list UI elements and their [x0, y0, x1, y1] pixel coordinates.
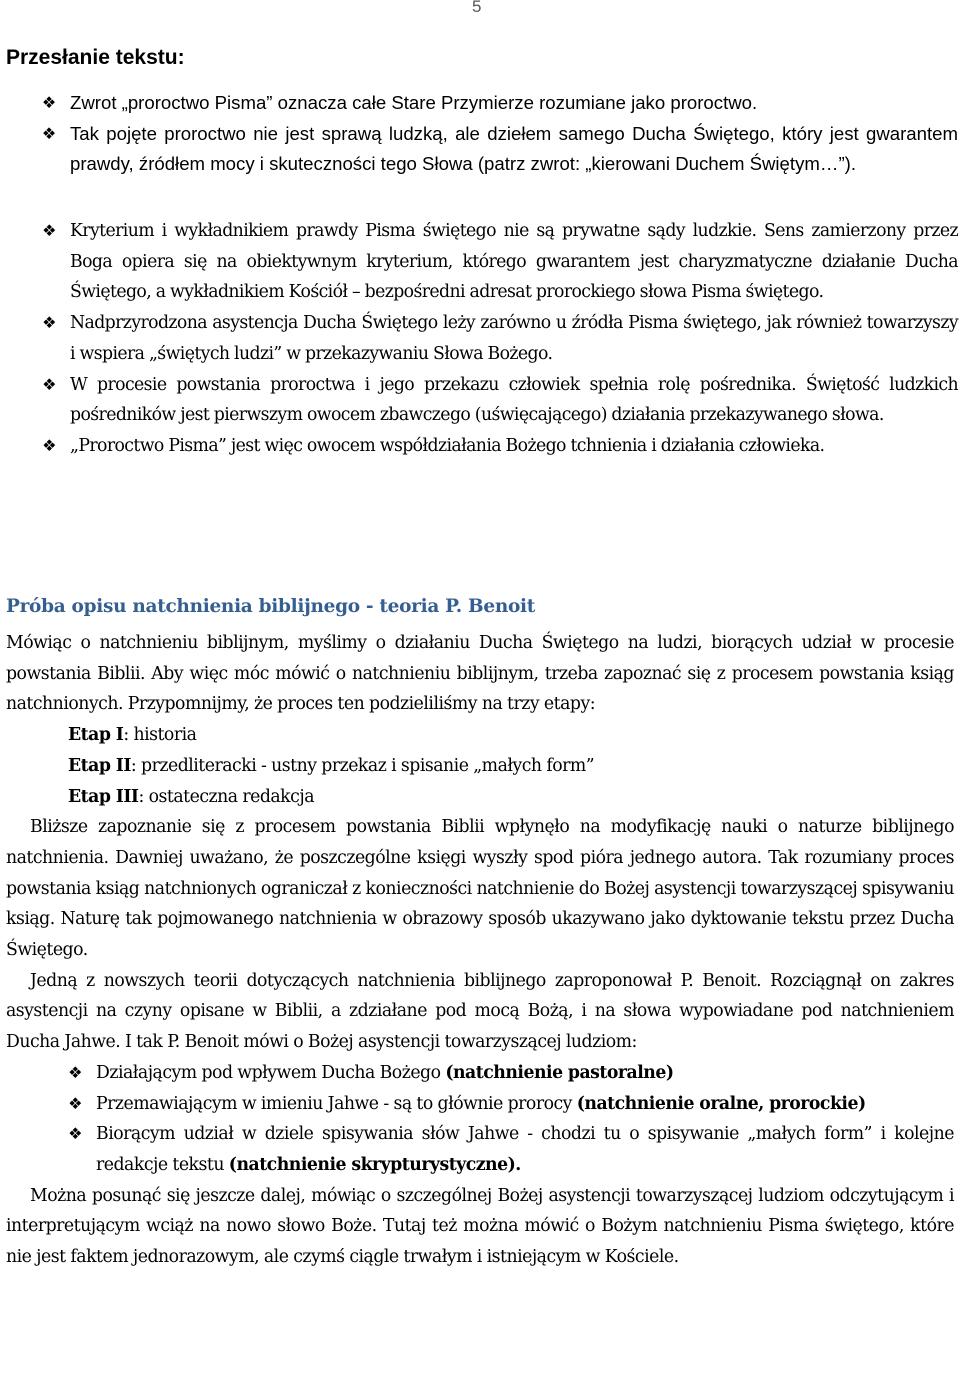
paragraph-intro: Mówiąc o natchnieniu biblijnym, myślimy o działaniu Ducha Świętego na ludzi, biorących udział w procesie powstania Biblii. Aby więc móc mówić o natchnieniu biblijnym, trzeba zapoznać się z procesem powstania ksiąg natchnionych. Przypomnijmy, że proces ten podzieliliśmy na trzy etapy: — [6, 633, 954, 715]
list-item — [38, 308, 958, 369]
etap-text: : ostateczna redakcja — [138, 786, 314, 807]
section-title-przeslanie: Przesłanie tekstu: — [6, 46, 185, 69]
diamond-bullet-icon: ❖ — [42, 374, 56, 394]
section-title-benoit: Próba opisu natchnienia biblijnego - teoria P. Benoit — [6, 596, 535, 617]
list-item-text: Przemawiającym w imieniu Jahwe - są to głównie prorocy — [96, 1093, 577, 1114]
paragraph: Można posunąć się jeszcze dalej, mówiąc o szczególnej Bożej asystencji towarzyszącej ludziom odczytującym i interpretującym wciąż na nowo słowo Boże. Tutaj też można mówić o Bożym natchnieniu Pisma świętego, które nie jest faktem jednorazowym, ale czymś ciągle trwałym i istniejącym w Kościele. — [6, 1185, 954, 1268]
diamond-bullet-icon: ❖ — [42, 435, 56, 455]
list-item-text: W procesie powstania proroctwa i jego przekazu człowiek spełnia rolę pośrednika. Świętość ludzkich pośredników jest pierwszym owocem zbawczego (uświęcającego) działania przekazywanego słowa. — [70, 374, 958, 426]
list-item-text: Nadprzyrodzona asystencja Ducha Świętego leży zarówno u źródła Pisma świętego, jak również towarzyszy i wspiera „świętych ludzi” w przekazywaniu Słowa Bożego. — [70, 313, 958, 364]
diamond-bullet-icon: ❖ — [68, 1093, 82, 1113]
diamond-bullet-icon: ❖ — [42, 221, 56, 240]
etap-text: : historia — [123, 725, 197, 746]
list-item — [38, 216, 958, 308]
paragraph: Jedną z nowszych teorii dotyczących natchnienia biblijnego zaproponował P. Benoit. Rozciągnął on zakres asystencji na czyny opisane w Biblii, a zdziałane pod mocą Bożą, i na słowa wypowiadane pod natchnieniem Ducha Jahwe. I tak P. Benoit mówi o Bożej asystencji towarzyszącej ludziom: — [6, 970, 954, 1053]
etap-label: Etap I — [68, 725, 124, 746]
list-item — [38, 88, 958, 119]
list-item — [64, 1089, 954, 1120]
list-item — [38, 119, 958, 180]
bullet-list-benoit — [64, 1058, 954, 1181]
list-item-bold: (natchnienie oralne, prorockie) — [576, 1093, 866, 1114]
list-item — [64, 1119, 954, 1180]
list-item-text: „Proroctwo Pisma” jest więc owocem współdziałania Bożego tchnienia i działania człowieka. — [70, 435, 825, 456]
diamond-bullet-icon: ❖ — [41, 93, 57, 112]
list-item-text: Biorącym udział w dziele spisywania słów Jahwe - chodzi tu o spisywanie „małych form” i kolejne redakcje tekstu — [96, 1124, 954, 1175]
diamond-bullet-icon: ❖ — [41, 123, 57, 143]
list-item-text: Zwrot „proroctwo Pisma” oznacza całe Stare Przymierze rozumiane jako proroctwo. — [70, 92, 758, 113]
etap-label: Etap III — [68, 786, 139, 807]
paragraph: Bliższe zapoznanie się z procesem powstania Biblii wpłynęło na modyfikację nauki o naturze biblijnego natchnienia. Dawniej uważano, że poszczególne księgi wyszły spod pióra jednego autora. Tak rozumiany proces powstania ksiąg natchnionych ograniczał z konieczności natchnienie do Bożej asystencji towarzyszącej spisywaniu ksiąg. Naturę tak pojmowanego natchnienia w obrazowy sposób ukazywano jako dyktowanie tekstu przez Ducha Świętego. — [6, 817, 954, 961]
list-item — [38, 431, 958, 462]
etap-text: : przedliteracki - ustny przekaz i spisanie „małych form” — [130, 755, 595, 776]
etap-label: Etap II — [68, 755, 131, 776]
body-text — [6, 628, 954, 1273]
page-number: 5 — [472, 0, 482, 16]
diamond-bullet-icon: ❖ — [42, 313, 56, 333]
list-item-bold: (natchnienie skrypturystyczne). — [228, 1154, 521, 1175]
diamond-bullet-icon: ❖ — [68, 1062, 82, 1082]
list-item-text: Kryterium i wykładnikiem prawdy Pisma świętego nie są prywatne sądy ludzkie. Sens zamierzony przez Boga opiera się na obiektywnym kryterium, którego gwarantem jest charyzmatyczne działanie Ducha Świętego, a wykładnikiem Kościół – bezpośredni adresat prorockiego słowa Pisma świętego. — [70, 221, 958, 303]
etap-line — [6, 720, 954, 751]
list-item-text: Działającym pod wpływem Ducha Bożego — [96, 1062, 446, 1083]
bullet-list-serif — [38, 216, 958, 462]
list-item — [38, 370, 958, 431]
list-item-bold: (natchnienie pastoralne) — [445, 1062, 674, 1083]
etap-line — [6, 751, 954, 782]
etap-line — [6, 782, 954, 813]
diamond-bullet-icon: ❖ — [68, 1124, 82, 1144]
list-item — [64, 1058, 954, 1089]
list-item-text: Tak pojęte proroctwo nie jest sprawą ludzką, ale dziełem samego Ducha Świętego, który jest gwarantem prawdy, źródłem mocy i skuteczności tego Słowa (patrz zwrot: „kierowani Duchem Świętym…”). — [70, 122, 958, 174]
bullet-list-sans — [38, 88, 958, 180]
